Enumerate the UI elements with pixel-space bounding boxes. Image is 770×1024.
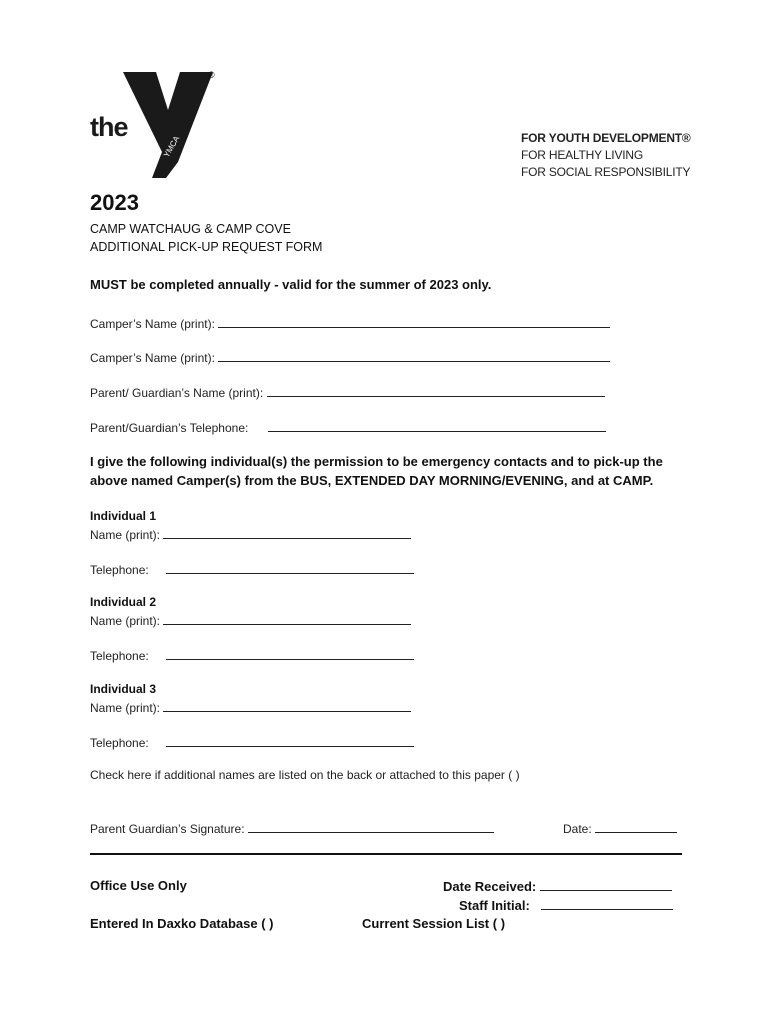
logo-the-text: the: [90, 112, 128, 142]
tagline-line1: FOR YOUTH DEVELOPMENT®: [521, 131, 691, 145]
parent-name-label: Parent/ Guardian’s Name (print):: [90, 386, 264, 400]
camper-name-label: Camper’s Name (print):: [90, 351, 215, 365]
staff-initial-row: [459, 897, 673, 913]
tagline-line3: FOR SOCIAL RESPONSIBILITY: [521, 165, 691, 179]
individual-3-name-row: [90, 699, 411, 715]
date-received-input[interactable]: [540, 878, 672, 891]
office-use-title: Office Use Only: [90, 878, 187, 893]
individual-2-phone-row: [90, 647, 414, 663]
date-received-row: [443, 878, 672, 894]
camper-name-row-1: [90, 315, 610, 331]
individual-phone-label: Telephone:: [90, 736, 149, 750]
signature-label: Parent Guardian’s Signature:: [90, 822, 245, 836]
parent-phone-input[interactable]: [268, 419, 606, 432]
daxko-database-checkbox[interactable]: Entered In Daxko Database ( ): [90, 916, 274, 931]
form-year: 2023: [90, 190, 139, 215]
date-label: Date:: [563, 822, 592, 836]
form-title-camps: CAMP WATCHAUG & CAMP COVE: [90, 222, 291, 236]
individual-3-phone-row: [90, 734, 414, 750]
individual-name-label: Name (print):: [90, 528, 161, 542]
camper-name-row-2: [90, 349, 610, 365]
permission-statement-line1: I give the following individual(s) the permission to be emergency contacts and to pick-up the: [90, 454, 663, 469]
individual-2-phone-input[interactable]: [166, 647, 414, 660]
parent-phone-label: Parent/Guardian’s Telephone:: [90, 421, 249, 435]
date-received-label: Date Received:: [443, 879, 537, 894]
form-title-request: ADDITIONAL PICK-UP REQUEST FORM: [90, 240, 323, 254]
must-complete-notice: MUST be completed annually - valid for the summer of 2023 only.: [90, 277, 492, 292]
registered-mark: ®: [208, 70, 215, 80]
individual-name-label: Name (print):: [90, 614, 161, 628]
camper-name-label: Camper’s Name (print):: [90, 317, 215, 331]
date-input[interactable]: [595, 820, 677, 833]
office-divider: [90, 853, 682, 855]
parent-phone-row: [90, 419, 606, 435]
camper-name-input-2[interactable]: [218, 349, 610, 362]
individual-3-label: Individual 3: [90, 682, 157, 696]
camper-name-input-1[interactable]: [218, 315, 610, 328]
individual-2-name-row: [90, 612, 411, 628]
individual-1-phone-row: [90, 561, 414, 577]
individual-1-name-input[interactable]: [163, 526, 411, 539]
individual-1-phone-input[interactable]: [166, 561, 414, 574]
additional-names-checkbox[interactable]: Check here if additional names are listed on the back or attached to this paper ( ): [90, 768, 520, 782]
date-row: [563, 820, 677, 836]
signature-input[interactable]: [248, 820, 494, 833]
ymca-logo: [118, 70, 218, 180]
individual-name-label: Name (print):: [90, 701, 161, 715]
session-list-checkbox[interactable]: Current Session List ( ): [362, 916, 506, 931]
individual-2-label: Individual 2: [90, 595, 157, 609]
permission-statement-line2: above named Camper(s) from the BUS, EXTENDED DAY MORNING/EVENING, and at CAMP.: [90, 473, 654, 488]
individual-2-name-input[interactable]: [163, 612, 411, 625]
parent-name-row: [90, 384, 605, 400]
signature-row: [90, 820, 494, 836]
individual-phone-label: Telephone:: [90, 649, 149, 663]
parent-name-input[interactable]: [267, 384, 605, 397]
individual-1-name-row: [90, 526, 411, 542]
logo-ymca-text: YMCA: [161, 134, 182, 159]
individual-3-phone-input[interactable]: [166, 734, 414, 747]
tagline-line2: FOR HEALTHY LIVING: [521, 148, 643, 162]
individual-phone-label: Telephone:: [90, 563, 149, 577]
individual-1-label: Individual 1: [90, 509, 157, 523]
staff-initial-input[interactable]: [541, 897, 673, 910]
staff-initial-label: Staff Initial:: [459, 898, 530, 913]
individual-3-name-input[interactable]: [163, 699, 411, 712]
